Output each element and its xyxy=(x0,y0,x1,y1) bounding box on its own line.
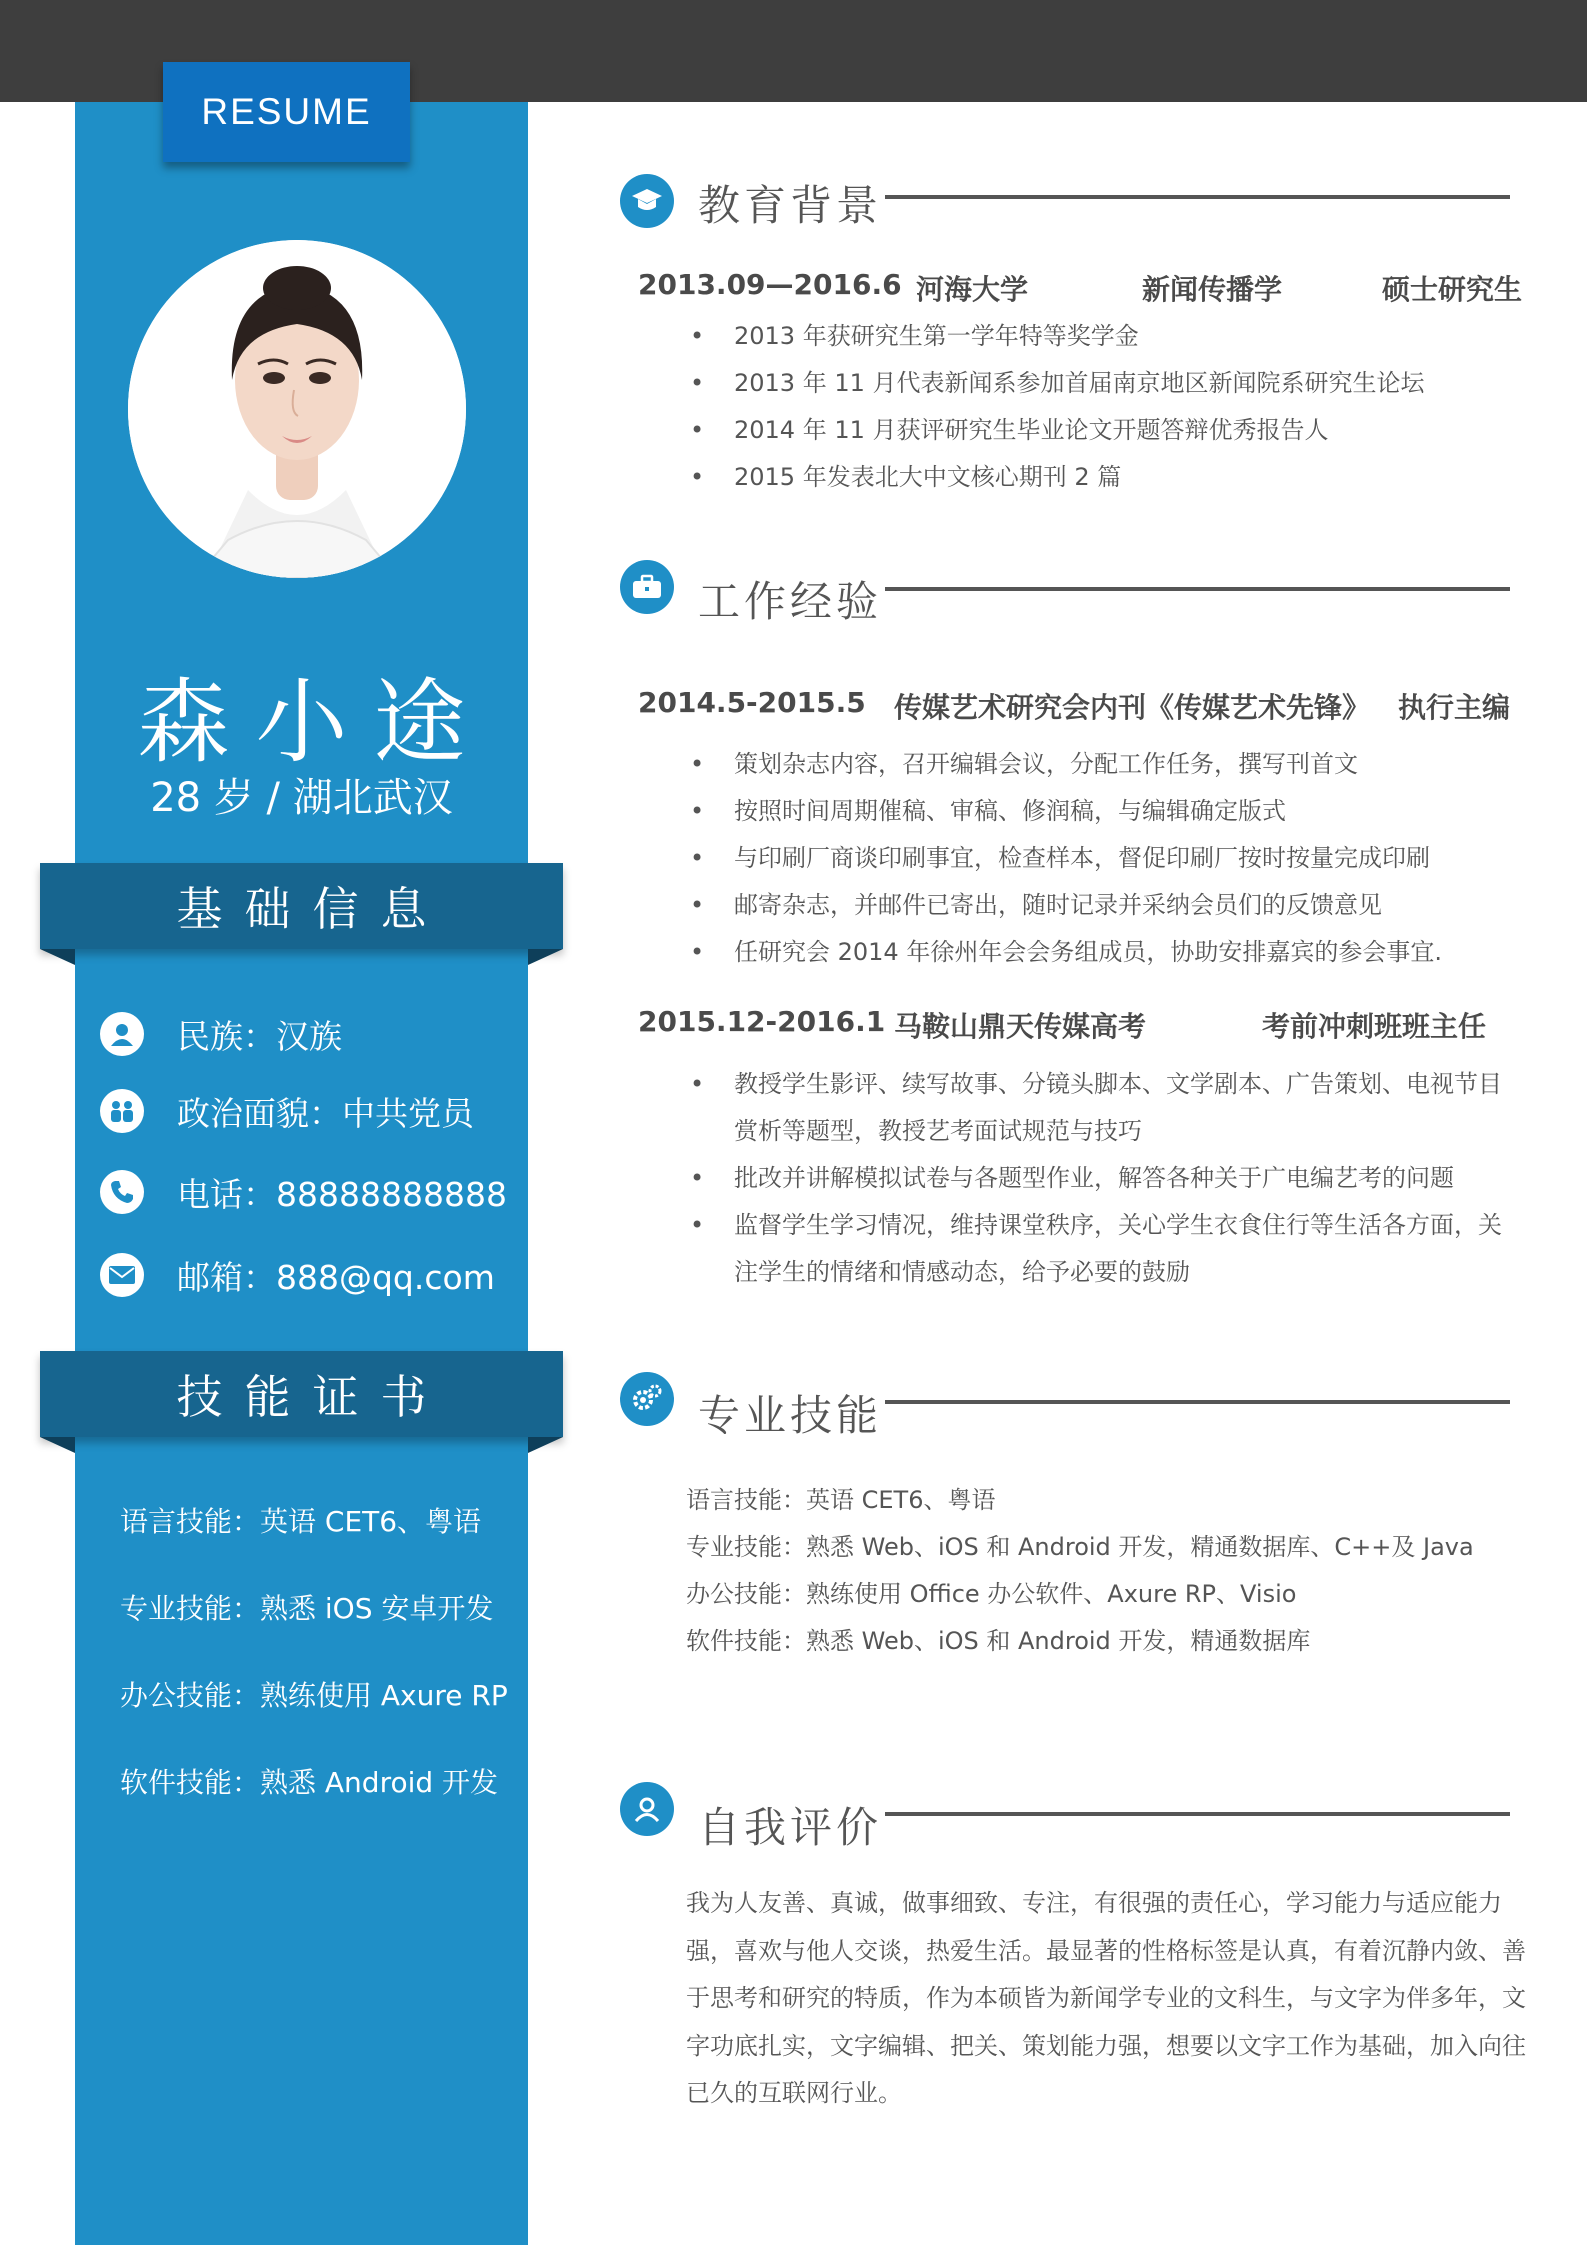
age-location: 28 岁 / 湖北武汉 xyxy=(150,775,453,821)
phone-icon xyxy=(100,1170,144,1214)
job2-role: 考前冲刺班班主任 xyxy=(1262,1010,1487,1043)
info-politics-text: 政治面貌：中共党员 xyxy=(177,1093,474,1133)
ribbon-fold-right xyxy=(528,1437,563,1453)
education-period: 2013.09—2016.6 xyxy=(638,268,902,301)
info-ethnicity-text: 民族：汉族 xyxy=(177,1016,342,1056)
graduation-icon xyxy=(620,174,674,228)
list-item: • 监督学生学习情况，维持课堂秩序，关心学生衣食住行等生活各方面，关注学生的情绪和情感动态，给予必要的鼓励 xyxy=(690,1202,1525,1296)
section-divider xyxy=(885,195,1510,199)
certificates-title: 技能证书 xyxy=(176,1370,449,1424)
list-item: • 批改并讲解模拟试卷与各题型作业，解答各种关于广电编艺考的问题 xyxy=(690,1155,1525,1202)
ribbon-fold-left xyxy=(40,1437,75,1453)
list-item: • 任研究会 2014 年徐州年会会务组成员，协助安排嘉宾的参会事宜. xyxy=(690,929,1525,976)
list-item: • 与印刷厂商谈印刷事宜，检查样本，督促印刷厂按时按量完成印刷 xyxy=(690,835,1525,882)
education-major: 新闻传播学 xyxy=(1142,273,1283,306)
person-icon xyxy=(620,1782,674,1836)
basic-info-ribbon xyxy=(40,863,563,949)
skills-list xyxy=(686,1477,1526,1665)
cert-software: 软件技能：熟悉 Android 开发 xyxy=(120,1766,499,1799)
job1-bullets xyxy=(690,741,1525,976)
list-item: • 2015 年发表北大中文核心期刊 2 篇 xyxy=(690,454,1525,501)
education-bullets xyxy=(690,313,1525,501)
list-item: 办公技能：熟练使用 Office 办公软件、Axure RP、Visio xyxy=(686,1580,1297,1608)
job2-bullets xyxy=(690,1061,1525,1296)
group-icon xyxy=(100,1089,144,1133)
list-item: 语言技能：英语 CET6、粤语 xyxy=(686,1486,996,1514)
education-degree: 硕士研究生 xyxy=(1382,273,1523,306)
info-phone-text: 电话：88888888888 xyxy=(177,1174,507,1214)
list-item: • 策划杂志内容，召开编辑会议，分配工作任务，撰写刊首文 xyxy=(690,741,1525,788)
list-item: 专业技能：熟悉 Web、iOS 和 Android 开发，精通数据库、C++及 Java xyxy=(686,1533,1474,1561)
briefcase-icon xyxy=(620,560,674,614)
info-email xyxy=(100,1250,495,1300)
info-email-text: 邮箱：888@qq.com xyxy=(177,1257,495,1297)
list-item: • 2013 年 11 月代表新闻系参加首届南京地区新闻院系研究生论坛 xyxy=(690,360,1525,407)
resume-label: RESUME xyxy=(163,62,410,162)
info-phone xyxy=(100,1167,507,1217)
list-item: • 教授学生影评、续写故事、分镜头脚本、文学剧本、广告策划、电视节目赏析等题型，教授艺考面试规范与技巧 xyxy=(690,1061,1525,1155)
gear-icon xyxy=(620,1372,674,1426)
self-eval-text: 我为人友善、真诚，做事细致、专注，有很强的责任心，学习能力与适应能力强，喜欢与他人交谈，热爱生活。最显著的性格标签是认真，有着沉静内敛、善于思考和研究的特质，作为本硕皆为新闻学专业的文科生，与文字为伴多年，文字功底扎实，文字编辑、把关、策划能力强，想要以文字工作为基础，加入向往已久的互联网行业。 xyxy=(686,1889,1526,2107)
certificates-ribbon xyxy=(40,1351,563,1437)
job1-role: 执行主编 xyxy=(1398,691,1511,724)
profile-photo xyxy=(128,240,466,578)
mail-icon xyxy=(100,1253,144,1297)
ribbon-fold-right xyxy=(528,949,563,965)
candidate-name: 森小途 xyxy=(137,669,492,776)
cert-office: 办公技能：熟练使用 Axure RP xyxy=(120,1679,508,1712)
education-title: 教育背景 xyxy=(698,181,883,230)
job2-period: 2015.12-2016.1 xyxy=(638,1005,886,1038)
skills-title: 专业技能 xyxy=(698,1391,883,1440)
list-item: • 2014 年 11 月获评研究生毕业论文开题答辩优秀报告人 xyxy=(690,407,1525,454)
self-eval-title: 自我评价 xyxy=(698,1803,883,1852)
education-school: 河海大学 xyxy=(916,273,1029,306)
list-item: • 邮寄杂志，并邮件已寄出，随时记录并采纳会员们的反馈意见 xyxy=(690,882,1525,929)
list-item: 软件技能：熟悉 Web、iOS 和 Android 开发，精通数据库 xyxy=(686,1627,1311,1655)
portrait-illustration xyxy=(128,240,466,578)
list-item: • 2013 年获研究生第一学年特等奖学金 xyxy=(690,313,1525,360)
user-icon xyxy=(100,1012,144,1056)
cert-professional: 专业技能：熟悉 iOS 安卓开发 xyxy=(120,1592,494,1625)
section-divider xyxy=(885,587,1510,591)
job2-org: 马鞍山鼎天传媒高考 xyxy=(894,1010,1147,1043)
section-divider xyxy=(885,1400,1510,1404)
basic-info-title: 基础信息 xyxy=(176,882,449,936)
list-item: • 按照时间周期催稿、审稿、修润稿，与编辑确定版式 xyxy=(690,788,1525,835)
section-divider xyxy=(885,1812,1510,1816)
work-title: 工作经验 xyxy=(698,577,883,626)
job1-period: 2014.5-2015.5 xyxy=(638,686,866,719)
cert-language: 语言技能：英语 CET6、粤语 xyxy=(120,1505,482,1538)
info-politics xyxy=(100,1086,474,1136)
job1-org: 传媒艺术研究会内刊《传媒艺术先锋》 xyxy=(894,691,1371,724)
ribbon-fold-left xyxy=(40,949,75,965)
info-ethnicity xyxy=(100,1009,342,1059)
